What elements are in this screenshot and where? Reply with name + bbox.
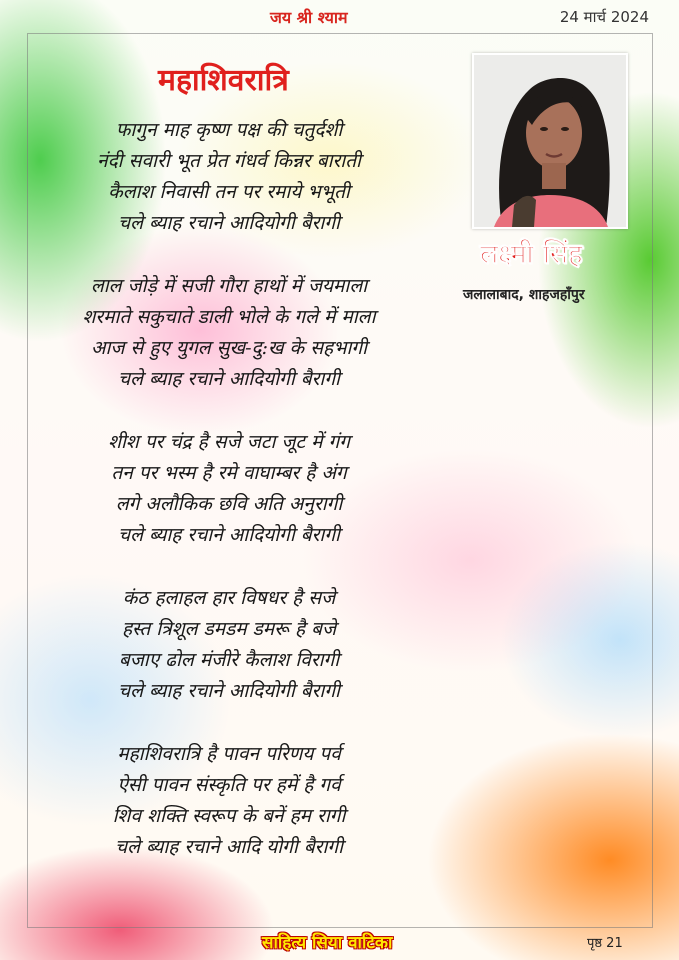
magazine-name: साहित्य सिया वाटिका: [262, 933, 393, 953]
poem-line: शरमाते सकुचाते डाली भोले के गले में माला: [82, 306, 376, 328]
poem-stanza: [0, 583, 458, 707]
poem-line: बजाए ढोल मंजीरे कैलाश विरागी: [118, 649, 340, 671]
poem-stanza: [0, 739, 458, 863]
poem-line: तन पर भस्म है रमे वाघाम्बर है अंग: [111, 462, 347, 484]
poem-line: चले ब्याह रचाने आदियोगी बैरागी: [118, 524, 340, 546]
poem-body: [0, 115, 458, 863]
poem-line: चले ब्याह रचाने आदि योगी बैरागी: [115, 836, 343, 858]
author-photo: [472, 53, 628, 229]
author-portrait-image: [474, 55, 626, 227]
poem-title: महाशिवरात्रि: [158, 63, 289, 98]
poem-line: कंठ हलाहल हार विषधर है सजे: [122, 587, 336, 609]
author-name: लक्ष्मी सिंह: [480, 239, 583, 270]
poem-line: लाल जोड़े में सजी गौरा हाथों में जयमाला: [90, 275, 368, 297]
poem-line: कैलाश निवासी तन पर रमाये भभूती: [108, 181, 350, 203]
poem-line: चले ब्याह रचाने आदियोगी बैरागी: [118, 212, 340, 234]
poem-stanza: [0, 271, 458, 395]
poem-line: चले ब्याह रचाने आदियोगी बैरागी: [118, 368, 340, 390]
poem-line: शिव शक्ति स्वरूप के बनें हम रागी: [112, 805, 346, 827]
poem-line: ऐसी पावन संस्कृति पर हमें है गर्व: [117, 774, 341, 796]
header-date: 24 मार्च 2024: [559, 8, 649, 26]
poem-stanza: [0, 115, 458, 239]
poem-line: महाशिवरात्रि है पावन परिणय पर्व: [117, 743, 341, 765]
poem-line: शीश पर चंद्र है सजे जटा जूट में गंग: [108, 431, 350, 453]
poem-stanza: [0, 427, 458, 551]
poem-line: हस्त त्रिशूल डमडम डमरू है बजे: [121, 618, 337, 640]
poem-line: नंदी सवारी भूत प्रेत गंधर्व किन्नर बाराती: [97, 150, 361, 172]
author-place: जलालाबाद, शाहजहाँपुर: [463, 287, 585, 303]
poem-line: चले ब्याह रचाने आदियोगी बैरागी: [118, 680, 340, 702]
page-number: पृष्ठ 21: [587, 936, 623, 951]
poem-line: लगे अलौकिक छवि अति अनुरागी: [115, 493, 343, 515]
header-greeting: जय श्री श्याम: [270, 8, 348, 27]
poem-line: आज से हुए युगल सुख-दु:ख के सहभागी: [90, 337, 368, 359]
poem-line: फागुन माह कृष्ण पक्ष की चतुर्दशी: [115, 119, 343, 141]
